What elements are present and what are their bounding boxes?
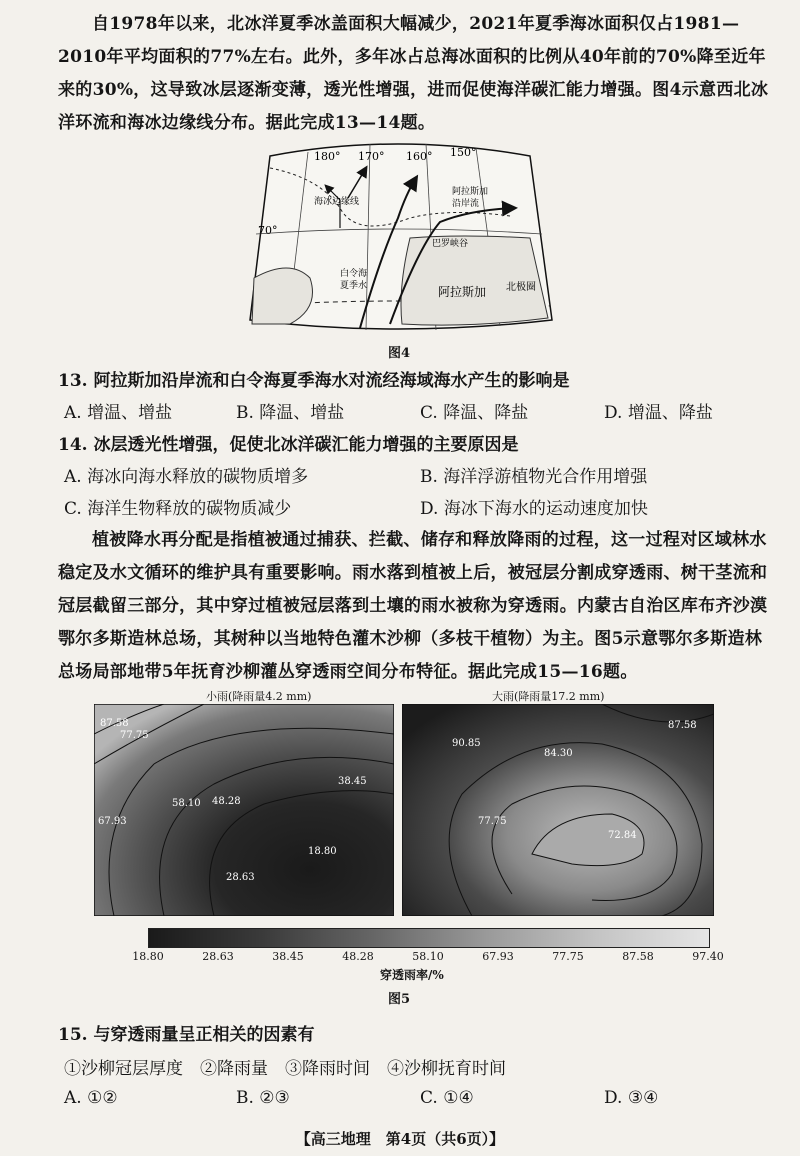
- q13-option-b[interactable]: B. 降温、增盐: [236, 403, 345, 423]
- bering-label-2: 夏季水: [340, 281, 368, 291]
- intro-paragraph-13: 自1978年以来，北冰洋夏季冰盖面积大幅减少，2021年夏季海冰面积仅占1981—2010年平均面积的77%左右。此外，多年冰占总海冰面积的比例从40年前的70%降至近年来的30%，这导致冰层逐渐变薄，透光性增强，进而促使海洋碳汇能力增强。图4示意西北冰洋环流和海冰边缘线分布。据此完成13—14题。: [58, 14, 769, 133]
- q13-option-d[interactable]: D. 增温、降盐: [604, 403, 713, 423]
- small-label-67-93: 67.93: [98, 816, 127, 827]
- alaska-current-label-2: 沿岸流: [452, 199, 480, 209]
- q15-factors: ①沙柳冠层厚度 ②降雨量 ③降雨时间 ④沙柳抚育时间: [64, 1059, 506, 1079]
- page-footer: 【高三地理 第4页（共6页）】: [295, 1130, 505, 1148]
- heavy-label-72-84: 72.84: [608, 830, 637, 841]
- q14-option-c[interactable]: C. 海洋生物释放的碳物质减少: [64, 499, 292, 519]
- small-label-28-63: 28.63: [226, 872, 255, 883]
- legend-tick-8: 97.40: [692, 950, 724, 963]
- legend-tick-0: 18.80: [132, 950, 164, 963]
- color-legend-bar: [148, 928, 710, 948]
- heavy-label-77-75: 77.75: [478, 816, 507, 827]
- arctic-circle-label: 北极圈: [506, 282, 536, 293]
- bering-label-1: 白令海: [340, 269, 368, 279]
- heavy-label-87-58: 87.58: [668, 720, 697, 731]
- ice-edge-label: 海冰边缘线: [314, 197, 360, 207]
- lon-150-label: 150°: [450, 146, 477, 159]
- legend-tick-1: 28.63: [202, 950, 234, 963]
- q13-option-c[interactable]: C. 降温、降盐: [420, 403, 529, 423]
- legend-tick-7: 87.58: [622, 950, 654, 963]
- legend-title: 穿透雨率/%: [380, 968, 444, 982]
- small-rain-heatmap: [94, 704, 394, 916]
- q15-option-c[interactable]: C. ①④: [420, 1088, 474, 1108]
- small-label-87-58: 87.58: [100, 718, 129, 729]
- figure-4-map: [230, 138, 562, 338]
- q15-option-a[interactable]: A. ①②: [64, 1088, 118, 1108]
- heavy-label-90-85: 90.85: [452, 738, 481, 749]
- small-label-18-80: 18.80: [308, 846, 337, 857]
- small-label-38-45: 38.45: [338, 776, 367, 787]
- heavy-label-84-30: 84.30: [544, 748, 573, 759]
- figure-4-caption: 图4: [388, 346, 411, 361]
- question-15-stem: 15. 与穿透雨量呈正相关的因素有: [58, 1025, 315, 1045]
- heavy-rain-heatmap: [402, 704, 714, 916]
- arctic-map-svg: [230, 138, 562, 338]
- q14-option-a[interactable]: A. 海冰向海水释放的碳物质增多: [64, 467, 309, 487]
- lat-70-label: 70°: [258, 224, 278, 237]
- legend-tick-5: 67.93: [482, 950, 514, 963]
- intro-paragraph-15: 植被降水再分配是指植被通过捕获、拦截、储存和释放降雨的过程，这一过程对区域林水稳定及水文循环的维护具有重要影响。雨水落到植被上后，被冠层分割成穿透雨、树干茎流和冠层截留三部分，其中穿过植被冠层落到土壤的雨水被称为穿透雨。内蒙古自治区库布齐沙漠鄂尔多斯造林总场，其树种以当地特色灌木沙柳（多枝干植物）为主。图5示意鄂尔多斯造林总场局部地带5年抚育沙柳灌丛穿透雨空间分布特征。据此完成15—16题。: [58, 530, 768, 682]
- small-label-48-28: 48.28: [212, 796, 241, 807]
- q15-option-b[interactable]: B. ②③: [236, 1088, 290, 1108]
- barrow-canyon-label: 巴罗峡谷: [432, 239, 469, 249]
- small-rain-title: 小雨(降雨量4.2 mm): [206, 690, 312, 703]
- lon-170-label: 170°: [358, 150, 385, 163]
- legend-tick-2: 38.45: [272, 950, 304, 963]
- figure-5-caption: 图5: [388, 992, 411, 1007]
- small-label-77-75: 77.75: [120, 730, 149, 741]
- q15-option-d[interactable]: D. ③④: [604, 1088, 659, 1108]
- heavy-rain-title: 大雨(降雨量17.2 mm): [492, 690, 605, 703]
- legend-tick-6: 77.75: [552, 950, 584, 963]
- legend-tick-4: 58.10: [412, 950, 444, 963]
- small-label-58-10: 58.10: [172, 798, 201, 809]
- legend-tick-3: 48.28: [342, 950, 374, 963]
- alaska-label: 阿拉斯加: [438, 285, 487, 299]
- q14-option-b[interactable]: B. 海洋浮游植物光合作用增强: [420, 467, 648, 487]
- lon-180-label: 180°: [314, 150, 341, 163]
- question-13-stem: 13. 阿拉斯加沿岸流和白令海夏季海水对流经海域海水产生的影响是: [58, 371, 570, 391]
- q13-option-a[interactable]: A. 增温、增盐: [64, 403, 173, 423]
- question-14-stem: 14. 冰层透光性增强，促使北冰洋碳汇能力增强的主要原因是: [58, 435, 519, 455]
- q14-option-d[interactable]: D. 海冰下海水的运动速度加快: [420, 499, 648, 519]
- alaska-current-label-1: 阿拉斯加: [452, 187, 489, 197]
- lon-160-label: 160°: [406, 150, 433, 163]
